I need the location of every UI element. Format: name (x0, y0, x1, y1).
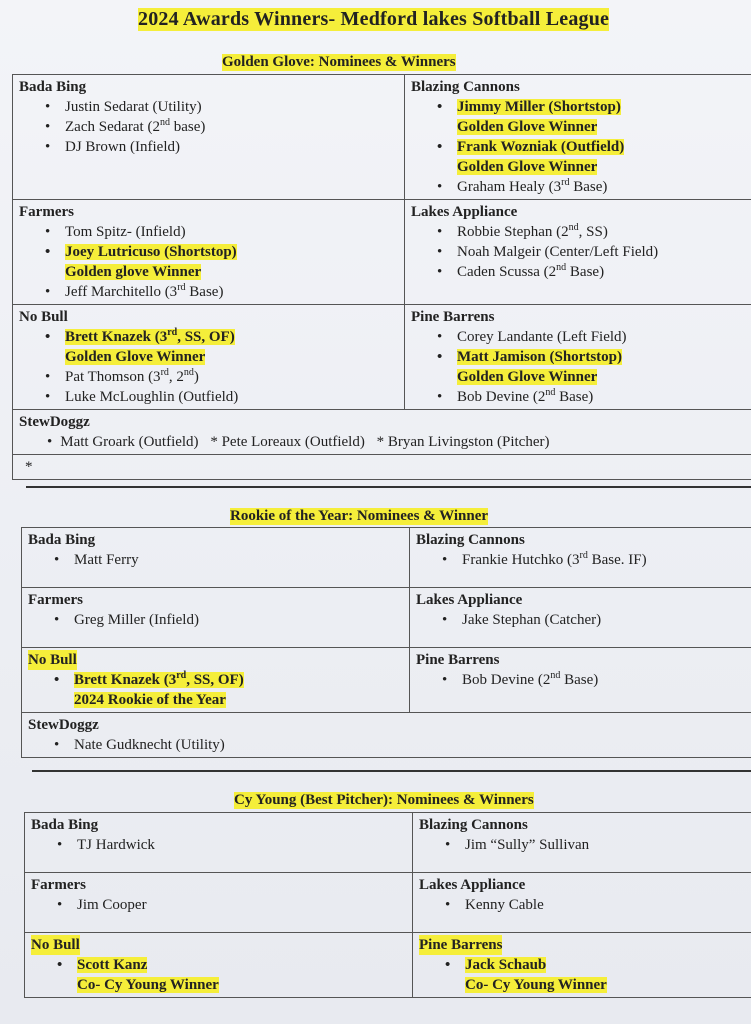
roy-stewdoggz-cell (22, 713, 751, 758)
list-item: • Jake Stephan (Catcher) (442, 610, 745, 630)
team-name: No Bull (28, 652, 77, 668)
roy-blazing-cannons-cell (410, 528, 751, 588)
cy-young-table (24, 812, 751, 998)
winner-label: Golden Glove Winner (457, 159, 598, 175)
team-name: Blazing Cannons (411, 79, 520, 95)
team-name: No Bull (19, 309, 68, 325)
list-item: • Greg Miller (Infield) (54, 610, 403, 630)
roy-farmers-cell (22, 588, 410, 648)
list-item: • Caden Scussa (2nd Base) (437, 262, 746, 282)
list-item: • Jeff Marchitello (3rd Base) (45, 282, 398, 302)
winner-name: Brett Knazek (3rd, SS, OF) (74, 670, 244, 688)
team-name: Pine Barrens (411, 309, 495, 325)
team-name: Lakes Appliance (411, 204, 518, 220)
divider (32, 770, 751, 772)
winner-label: Golden Glove Winner (65, 349, 206, 365)
divider (26, 486, 751, 488)
gg-farmers-cell (13, 200, 405, 305)
rookie-heading: Rookie of the Year: Nominees & Winner (230, 508, 489, 524)
team-name: Farmers (28, 592, 83, 608)
winner-name: Scott Kanz (77, 957, 148, 973)
winner-name: Joey Lutricuso (Shortstop) (65, 244, 237, 260)
winner-label: Co- Cy Young Winner (77, 977, 219, 993)
bullet-icon: • (47, 434, 53, 450)
list-item: • TJ Hardwick (57, 835, 406, 855)
team-name: StewDoggz (19, 414, 90, 430)
winner-label: Golden Glove Winner (457, 119, 598, 135)
gg-extra-row (13, 455, 751, 480)
winner-item (57, 955, 406, 995)
winner-label: Co- Cy Young Winner (465, 977, 607, 993)
team-name: Pine Barrens (419, 937, 503, 953)
gg-no-bull-cell (13, 305, 405, 410)
list-item: • Bob Devine (2nd Base) (442, 670, 745, 690)
team-name: Bada Bing (31, 817, 99, 833)
list-item: • Matt Ferry (54, 550, 403, 570)
gg-bada-bing-cell (13, 75, 405, 200)
winner-item (45, 327, 398, 367)
list-item: • Noah Malgeir (Center/Left Field) (437, 242, 746, 262)
team-name: Pine Barrens (416, 652, 500, 668)
stewdoggz-nominees (19, 432, 746, 452)
cy-no-bull-cell (25, 933, 413, 998)
roy-lakes-appliance-cell (410, 588, 751, 648)
winner-item (437, 347, 746, 387)
winner-item (45, 242, 398, 282)
winner-item (54, 670, 403, 710)
list-item: • DJ Brown (Infield) (45, 137, 398, 157)
winner-name: Jack Schaub (465, 957, 547, 973)
list-item: • Frankie Hutchko (3rd Base. IF) (442, 550, 745, 570)
winner-label: Golden Glove Winner (457, 369, 598, 385)
winner-item (445, 955, 745, 995)
roy-bada-bing-cell (22, 528, 410, 588)
team-name: No Bull (31, 937, 80, 953)
gg-lakes-appliance-cell (405, 200, 751, 305)
cy-young-heading: Cy Young (Best Pitcher): Nominees & Winners (234, 792, 534, 808)
winner-name: Brett Knazek (3rd, SS, OF) (65, 327, 235, 345)
list-item: • Graham Healy (3rd Base) (437, 177, 746, 197)
winner-item (437, 97, 746, 137)
team-name: Lakes Appliance (416, 592, 523, 608)
list-item: • Nate Gudknecht (Utility) (54, 735, 745, 755)
page-title: 2024 Awards Winners- Medford lakes Softball League (138, 8, 610, 30)
list-item: * Pete Loreaux (Outfield) (210, 434, 365, 450)
list-item: Matt Groark (Outfield) (60, 434, 199, 450)
roy-pine-barrens-cell (410, 648, 751, 713)
list-item: • Tom Spitz- (Infield) (45, 222, 398, 242)
list-item: • Corey Landante (Left Field) (437, 327, 746, 347)
golden-glove-heading: Golden Glove: Nominees & Winners (222, 54, 456, 70)
gg-stewdoggz-cell (13, 410, 751, 455)
list-item: • Jim “Sully” Sullivan (445, 835, 745, 855)
cy-farmers-cell (25, 873, 413, 933)
team-name: Farmers (31, 877, 86, 893)
gg-blazing-cannons-cell (405, 75, 751, 200)
winner-name: Jimmy Miller (Shortstop) (457, 99, 621, 115)
list-item: • Justin Sedarat (Utility) (45, 97, 398, 117)
list-item: • Pat Thomson (3rd, 2nd) (45, 367, 398, 387)
winner-label: 2024 Rookie of the Year (74, 692, 226, 708)
team-name: Blazing Cannons (419, 817, 528, 833)
list-item: • Zach Sedarat (2nd base) (45, 117, 398, 137)
asterisk-note: * (25, 459, 33, 475)
roy-no-bull-cell (22, 648, 410, 713)
team-name: Bada Bing (19, 79, 87, 95)
winner-name: Frank Wozniak (Outfield) (457, 139, 625, 155)
team-name: Blazing Cannons (416, 532, 525, 548)
cy-pine-barrens-cell (413, 933, 751, 998)
cy-bada-bing-cell (25, 813, 413, 873)
rookie-table (21, 527, 751, 758)
golden-glove-table (12, 74, 751, 480)
list-item: • Robbie Stephan (2nd, SS) (437, 222, 746, 242)
team-name: Bada Bing (28, 532, 96, 548)
list-item: • Bob Devine (2nd Base) (437, 387, 746, 407)
team-name: Lakes Appliance (419, 877, 526, 893)
winner-item (437, 137, 746, 177)
list-item: • Kenny Cable (445, 895, 745, 915)
team-name: StewDoggz (28, 717, 99, 733)
list-item: * Bryan Livingston (Pitcher) (376, 434, 550, 450)
list-item: • Jim Cooper (57, 895, 406, 915)
gg-pine-barrens-cell (405, 305, 751, 410)
list-item: • Luke McLoughlin (Outfield) (45, 387, 398, 407)
cy-blazing-cannons-cell (413, 813, 751, 873)
team-name: Farmers (19, 204, 74, 220)
winner-name: Matt Jamison (Shortstop) (457, 349, 622, 365)
winner-label: Golden glove Winner (65, 264, 202, 280)
cy-lakes-appliance-cell (413, 873, 751, 933)
